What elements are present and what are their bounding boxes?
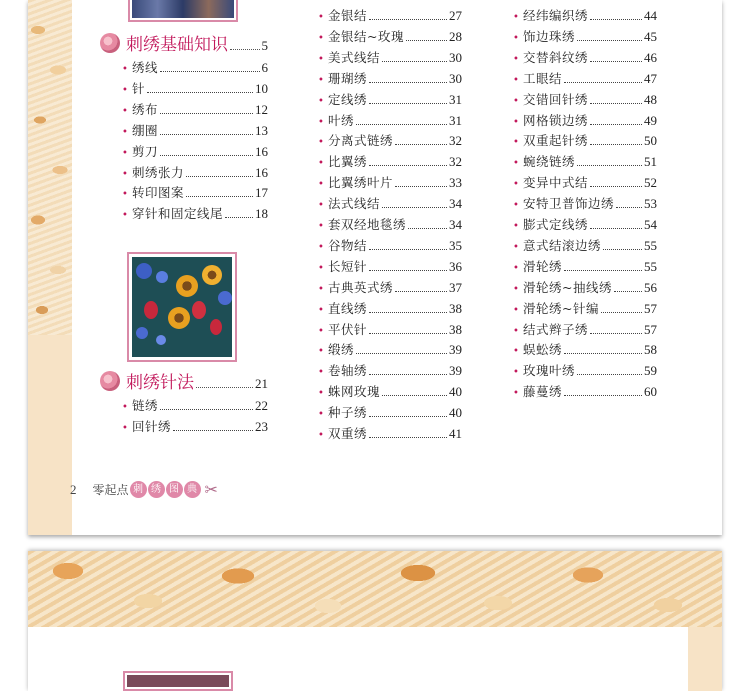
toc-entry[interactable] — [513, 48, 657, 68]
leader-dots — [160, 71, 259, 72]
leader-dots — [356, 124, 447, 125]
bullet-icon: • — [122, 126, 128, 138]
toc-entry[interactable] — [318, 194, 462, 214]
toc-entry-label: 珊瑚绣 — [328, 70, 368, 86]
toc-entry[interactable] — [318, 382, 462, 402]
toc-entry[interactable] — [318, 69, 462, 89]
bullet-icon: • — [318, 388, 324, 400]
leader-dots — [603, 249, 642, 250]
leader-dots — [382, 207, 447, 208]
toc-entry-page: 60 — [644, 384, 657, 400]
bullet-icon: • — [318, 95, 324, 107]
bullet-icon: • — [122, 147, 128, 159]
toc-entry-label: 安特卫普饰边绣 — [523, 196, 615, 212]
toc-entry-page: 40 — [449, 384, 462, 400]
toc-entry-label: 交错回针绣 — [523, 91, 589, 107]
bullet-icon: • — [513, 116, 519, 128]
leader-dots — [369, 19, 447, 20]
toc-entry-label: 饰边珠绣 — [523, 28, 576, 44]
toc-entry[interactable] — [318, 320, 462, 340]
bullet-icon: • — [318, 241, 324, 253]
leader-dots — [160, 409, 253, 410]
bullet-icon: • — [122, 105, 128, 117]
bullet-icon: • — [318, 409, 324, 421]
toc-entry-page: 41 — [449, 426, 462, 441]
toc-entry-page: 23 — [255, 418, 268, 434]
next-page-preview — [28, 551, 722, 691]
toc-entry-label: 链绣 — [132, 398, 159, 413]
toc-entry[interactable] — [318, 48, 462, 68]
section-title: 刺绣针法 — [126, 373, 194, 393]
toc-entry-page: 55 — [644, 237, 657, 253]
toc-entry-page: 33 — [449, 175, 462, 191]
toc-entry-page: 38 — [449, 300, 462, 316]
bullet-icon: • — [318, 304, 324, 316]
bullet-icon: • — [513, 388, 519, 400]
toc-entry-page: 59 — [644, 363, 657, 379]
toc-entry-label: 绣布 — [132, 101, 159, 117]
toc-entry[interactable] — [318, 424, 462, 444]
bullet-icon: • — [122, 168, 128, 180]
toc-entry-label: 滑轮绣~针编 — [523, 300, 599, 316]
toc-entry-label: 金银结~玫瑰 — [328, 28, 404, 44]
toc-entry-page: 36 — [449, 258, 462, 274]
section-page-number: 5 — [261, 38, 268, 53]
leader-dots — [369, 333, 447, 334]
toc-entry-page: 45 — [644, 28, 657, 44]
toc-entry-label: 工眼结 — [523, 70, 563, 86]
toc-entry-label: 金银结 — [328, 8, 368, 23]
embroidery-thumbnail-top — [128, 0, 238, 22]
bullet-icon: • — [122, 189, 128, 201]
leader-dots — [160, 113, 253, 114]
leader-dots — [590, 103, 642, 104]
embroidery-side-image — [28, 0, 72, 335]
rose-icon — [100, 371, 120, 391]
toc-entry-page: 51 — [644, 154, 657, 170]
bullet-icon: • — [513, 221, 519, 232]
bullet-icon: • — [122, 210, 128, 222]
toc-entry-page: 30 — [449, 49, 462, 65]
leader-dots — [382, 61, 447, 62]
toc-entry[interactable] — [513, 173, 657, 193]
toc-entry-page: 47 — [644, 70, 657, 86]
leader-dots — [564, 270, 642, 271]
bullet-icon: • — [513, 74, 519, 86]
toc-entry-page: 53 — [644, 196, 657, 212]
toc-entry-page: 22 — [255, 398, 268, 413]
toc-entry[interactable] — [513, 320, 657, 340]
toc-entry[interactable] — [318, 6, 462, 26]
toc-entry-page: 38 — [449, 321, 462, 337]
leader-dots — [590, 228, 642, 229]
toc-entry-label: 玫瑰叶绣 — [523, 363, 576, 379]
bullet-icon: • — [513, 53, 519, 65]
bullet-icon: • — [513, 241, 519, 253]
toc-entry-label: 套双经地毯绣 — [328, 217, 407, 232]
toc-entry-label: 回针绣 — [132, 418, 172, 434]
toc-entry-label: 蛛网玫瑰 — [328, 384, 381, 400]
bullet-icon: • — [318, 283, 324, 295]
toc-entry-label: 藤蔓绣 — [523, 384, 563, 400]
toc-entry-label: 蜈蚣绣 — [523, 342, 563, 358]
leader-dots — [369, 437, 447, 438]
toc-entry[interactable] — [513, 131, 657, 151]
bullet-icon: • — [513, 262, 519, 274]
toc-entry[interactable] — [513, 152, 657, 172]
toc-entry[interactable] — [318, 173, 462, 193]
section-title: 刺绣基础知识 — [126, 35, 228, 55]
toc-entry[interactable] — [318, 152, 462, 172]
bullet-icon: • — [122, 402, 128, 413]
toc-entry[interactable] — [122, 396, 268, 416]
leader-dots — [590, 186, 642, 187]
toc-entry[interactable] — [122, 58, 268, 78]
leader-dots — [369, 249, 447, 250]
toc-entry-page: 56 — [644, 279, 657, 295]
toc-entry-label: 交替斜纹绣 — [523, 49, 589, 65]
leader-dots — [590, 19, 642, 20]
leader-dots — [382, 395, 447, 396]
bullet-icon: • — [318, 325, 324, 337]
leader-dots — [186, 176, 253, 177]
bullet-icon: • — [513, 12, 519, 23]
leader-dots — [186, 196, 253, 197]
toc-entry-label: 平伏针 — [328, 321, 368, 337]
bullet-icon: • — [318, 32, 324, 44]
toc-entry-label: 双重绣 — [328, 426, 368, 441]
bullet-icon: • — [318, 262, 324, 274]
toc-entry-label: 卷轴绣 — [328, 363, 368, 379]
bullet-icon: • — [513, 346, 519, 358]
toc-entry-label: 定线绣 — [328, 91, 368, 107]
toc-entry-label: 意式结滚边绣 — [523, 237, 602, 253]
leader-dots — [369, 312, 447, 313]
leader-dots — [406, 40, 447, 41]
bullet-icon: • — [513, 95, 519, 107]
leader-dots — [369, 270, 447, 271]
toc-entry-label: 缎绣 — [328, 342, 355, 358]
leader-dots — [614, 291, 642, 292]
bullet-icon: • — [318, 74, 324, 86]
leader-dots — [590, 144, 642, 145]
toc-entry-label: 比翼绣叶片 — [328, 175, 394, 191]
toc-entry-label: 网格锁边绣 — [523, 112, 589, 128]
book-title-prefix: 零起点 — [92, 483, 129, 497]
embroidery-banner-image — [28, 551, 722, 627]
leader-dots — [564, 82, 642, 83]
leader-dots — [369, 103, 447, 104]
toc-entry[interactable] — [513, 215, 657, 235]
leader-dots — [369, 82, 447, 83]
toc-entry[interactable] — [318, 257, 462, 277]
toc-entry-page: 44 — [644, 8, 657, 23]
leader-dots — [395, 291, 447, 292]
toc-entry-label: 叶绣 — [328, 112, 355, 128]
toc-entry-page: 16 — [255, 164, 268, 180]
leader-dots — [173, 430, 253, 431]
toc-entry[interactable] — [318, 131, 462, 151]
page-footer — [70, 480, 218, 499]
toc-entry-page: 31 — [449, 91, 462, 107]
embroidery-thumbnail-bottom — [123, 671, 233, 691]
toc-entry-label: 法式线结 — [328, 196, 381, 212]
toc-entry-label: 分离式链绣 — [328, 133, 394, 149]
toc-entry[interactable] — [318, 403, 462, 423]
leader-dots — [147, 92, 253, 93]
leader-dots — [577, 40, 642, 41]
toc-entry-page: 28 — [449, 28, 462, 44]
toc-entry-label: 刺绣张力 — [132, 164, 185, 180]
toc-entry[interactable] — [122, 142, 268, 162]
toc-entry-page: 48 — [644, 91, 657, 107]
toc-entry[interactable] — [318, 236, 462, 256]
toc-entry-page: 13 — [255, 122, 268, 138]
toc-entry-label: 比翼绣 — [328, 154, 368, 170]
toc-entry-page: 30 — [449, 70, 462, 86]
leader-dots — [395, 186, 447, 187]
bullet-icon: • — [122, 84, 128, 96]
toc-entry[interactable] — [513, 90, 657, 110]
toc-entry-label: 长短针 — [328, 258, 368, 274]
leader-dots — [395, 144, 447, 145]
toc-entry[interactable] — [513, 382, 657, 402]
toc-entry-label: 谷物结 — [328, 237, 368, 253]
toc-entry[interactable] — [513, 6, 657, 26]
toc-entry[interactable] — [122, 417, 268, 437]
toc-entry[interactable] — [513, 69, 657, 89]
toc-entry-page: 16 — [255, 143, 268, 159]
leader-dots — [160, 134, 253, 135]
toc-entry-label: 直线绣 — [328, 300, 368, 316]
bullet-icon: • — [513, 200, 519, 212]
toc-entry-label: 经纬编织绣 — [523, 8, 589, 23]
toc-entry-label: 绣线 — [132, 60, 159, 75]
toc-entry-label: 绷圈 — [132, 122, 159, 138]
leader-dots — [564, 395, 642, 396]
bullet-icon: • — [318, 367, 324, 379]
toc-entry-page: 31 — [449, 112, 462, 128]
bullet-icon: • — [318, 221, 324, 232]
leader-dots — [369, 165, 447, 166]
leader-dots — [601, 312, 642, 313]
bullet-icon: • — [122, 64, 128, 75]
leader-dots — [160, 155, 253, 156]
toc-entry-page: 57 — [644, 321, 657, 337]
leader-dots — [590, 61, 642, 62]
toc-entry-page: 50 — [644, 133, 657, 149]
toc-entry[interactable] — [513, 236, 657, 256]
footer-page-number: 2 — [70, 481, 77, 497]
toc-entry-page: 37 — [449, 279, 462, 295]
toc-entry[interactable] — [318, 111, 462, 131]
toc-entry[interactable] — [318, 215, 462, 235]
toc-entry[interactable] — [513, 257, 657, 277]
bullet-icon: • — [513, 325, 519, 337]
toc-entry-page: 12 — [255, 101, 268, 117]
toc-entry-label: 滑轮绣~抽线绣 — [523, 279, 612, 295]
bullet-icon: • — [318, 430, 324, 441]
bullet-icon: • — [318, 116, 324, 128]
bullet-icon: • — [318, 179, 324, 191]
toc-entry-label: 双重起针绣 — [523, 133, 589, 149]
toc-entry-label: 变异中式结 — [523, 175, 589, 191]
toc-entry[interactable] — [513, 278, 657, 298]
embroidery-thumbnail-flowers — [127, 252, 237, 362]
toc-entry-label: 针 — [132, 80, 146, 96]
toc-entry-page: 35 — [449, 237, 462, 253]
toc-entry[interactable] — [513, 194, 657, 214]
leader-dots — [577, 374, 642, 375]
toc-entry[interactable] — [513, 27, 657, 47]
toc-entry-page: 18 — [255, 206, 268, 222]
bullet-icon: • — [318, 346, 324, 358]
toc-entry-page: 10 — [255, 80, 268, 96]
bullet-icon: • — [318, 137, 324, 149]
leader-dots — [590, 333, 642, 334]
toc-entry-page: 6 — [261, 60, 268, 75]
toc-entry-label: 穿针和固定线尾 — [132, 206, 224, 222]
toc-entry[interactable] — [122, 163, 268, 183]
section-page-number: 21 — [255, 376, 268, 391]
toc-entry-label: 蜿绕链绣 — [523, 154, 576, 170]
leader-dots — [577, 165, 642, 166]
bullet-icon: • — [513, 304, 519, 316]
leader-dots — [408, 228, 447, 229]
leader-dots — [564, 353, 642, 354]
decorative-side-strip — [688, 627, 722, 691]
toc-entry-label: 古典英式绣 — [328, 279, 394, 295]
toc-entry-label: 结式辫子绣 — [523, 321, 589, 337]
rose-icon — [100, 33, 120, 53]
toc-entry[interactable] — [122, 183, 268, 203]
toc-entry[interactable] — [513, 111, 657, 131]
bullet-icon: • — [318, 158, 324, 170]
toc-entry[interactable] — [122, 204, 268, 224]
toc-entry[interactable] — [513, 361, 657, 381]
toc-entry-page: 27 — [449, 8, 462, 23]
toc-entry-page: 40 — [449, 405, 462, 421]
bullet-icon: • — [513, 158, 519, 170]
book-title-chip: 绣 — [148, 481, 165, 498]
toc-entry-page: 34 — [449, 217, 462, 232]
leader-dots — [356, 353, 447, 354]
toc-entry-page: 17 — [255, 185, 268, 201]
toc-entry[interactable] — [318, 278, 462, 298]
leader-dots — [225, 217, 253, 218]
toc-entry-page: 34 — [449, 196, 462, 212]
toc-entry[interactable] — [122, 121, 268, 141]
toc-entry[interactable] — [122, 100, 268, 120]
bullet-icon: • — [318, 53, 324, 65]
bullet-icon: • — [513, 179, 519, 191]
bullet-icon: • — [318, 200, 324, 212]
toc-entry-page: 52 — [644, 175, 657, 191]
toc-entry[interactable] — [318, 299, 462, 319]
toc-entry[interactable] — [318, 90, 462, 110]
toc-entry-page: 49 — [644, 112, 657, 128]
leader-dots — [369, 416, 447, 417]
toc-entry-label: 滑轮绣 — [523, 258, 563, 274]
bullet-icon: • — [513, 32, 519, 44]
book-title-chip: 图 — [166, 481, 183, 498]
leader-dots — [590, 124, 642, 125]
toc-entry[interactable] — [513, 340, 657, 360]
bullet-icon: • — [513, 283, 519, 295]
toc-entry-page: 39 — [449, 363, 462, 379]
toc-entry[interactable] — [318, 361, 462, 381]
toc-entry-page: 39 — [449, 342, 462, 358]
toc-entry[interactable] — [513, 299, 657, 319]
bullet-icon: • — [318, 12, 324, 23]
toc-entry[interactable] — [318, 27, 462, 47]
toc-entry-page: 55 — [644, 258, 657, 274]
section-heading-stitches[interactable] — [100, 368, 268, 393]
leader-dots — [369, 374, 447, 375]
toc-entry-page: 54 — [644, 217, 657, 232]
toc-entry-page: 32 — [449, 133, 462, 149]
toc-entry-label: 种子绣 — [328, 405, 368, 421]
book-title-chip: 典 — [184, 481, 201, 498]
toc-entry[interactable] — [122, 79, 268, 99]
book-title-chip: 刺 — [130, 481, 147, 498]
toc-entry-label: 剪刀 — [132, 143, 159, 159]
toc-page — [28, 0, 722, 535]
toc-entry-page: 58 — [644, 342, 657, 358]
toc-entry[interactable] — [318, 340, 462, 360]
bullet-icon: • — [513, 367, 519, 379]
toc-entry-label: 美式线结 — [328, 49, 381, 65]
bullet-icon: • — [513, 137, 519, 149]
toc-entry-page: 46 — [644, 49, 657, 65]
toc-entry-page: 32 — [449, 154, 462, 170]
scissors-icon: ✂ — [204, 480, 218, 499]
toc-entry-label: 转印图案 — [132, 185, 185, 201]
leader-dots — [616, 207, 642, 208]
toc-entry-page: 57 — [644, 300, 657, 316]
toc-entry-label: 膨式定线绣 — [523, 217, 589, 232]
section-heading-basics[interactable] — [100, 30, 268, 55]
bullet-icon: • — [122, 422, 128, 434]
